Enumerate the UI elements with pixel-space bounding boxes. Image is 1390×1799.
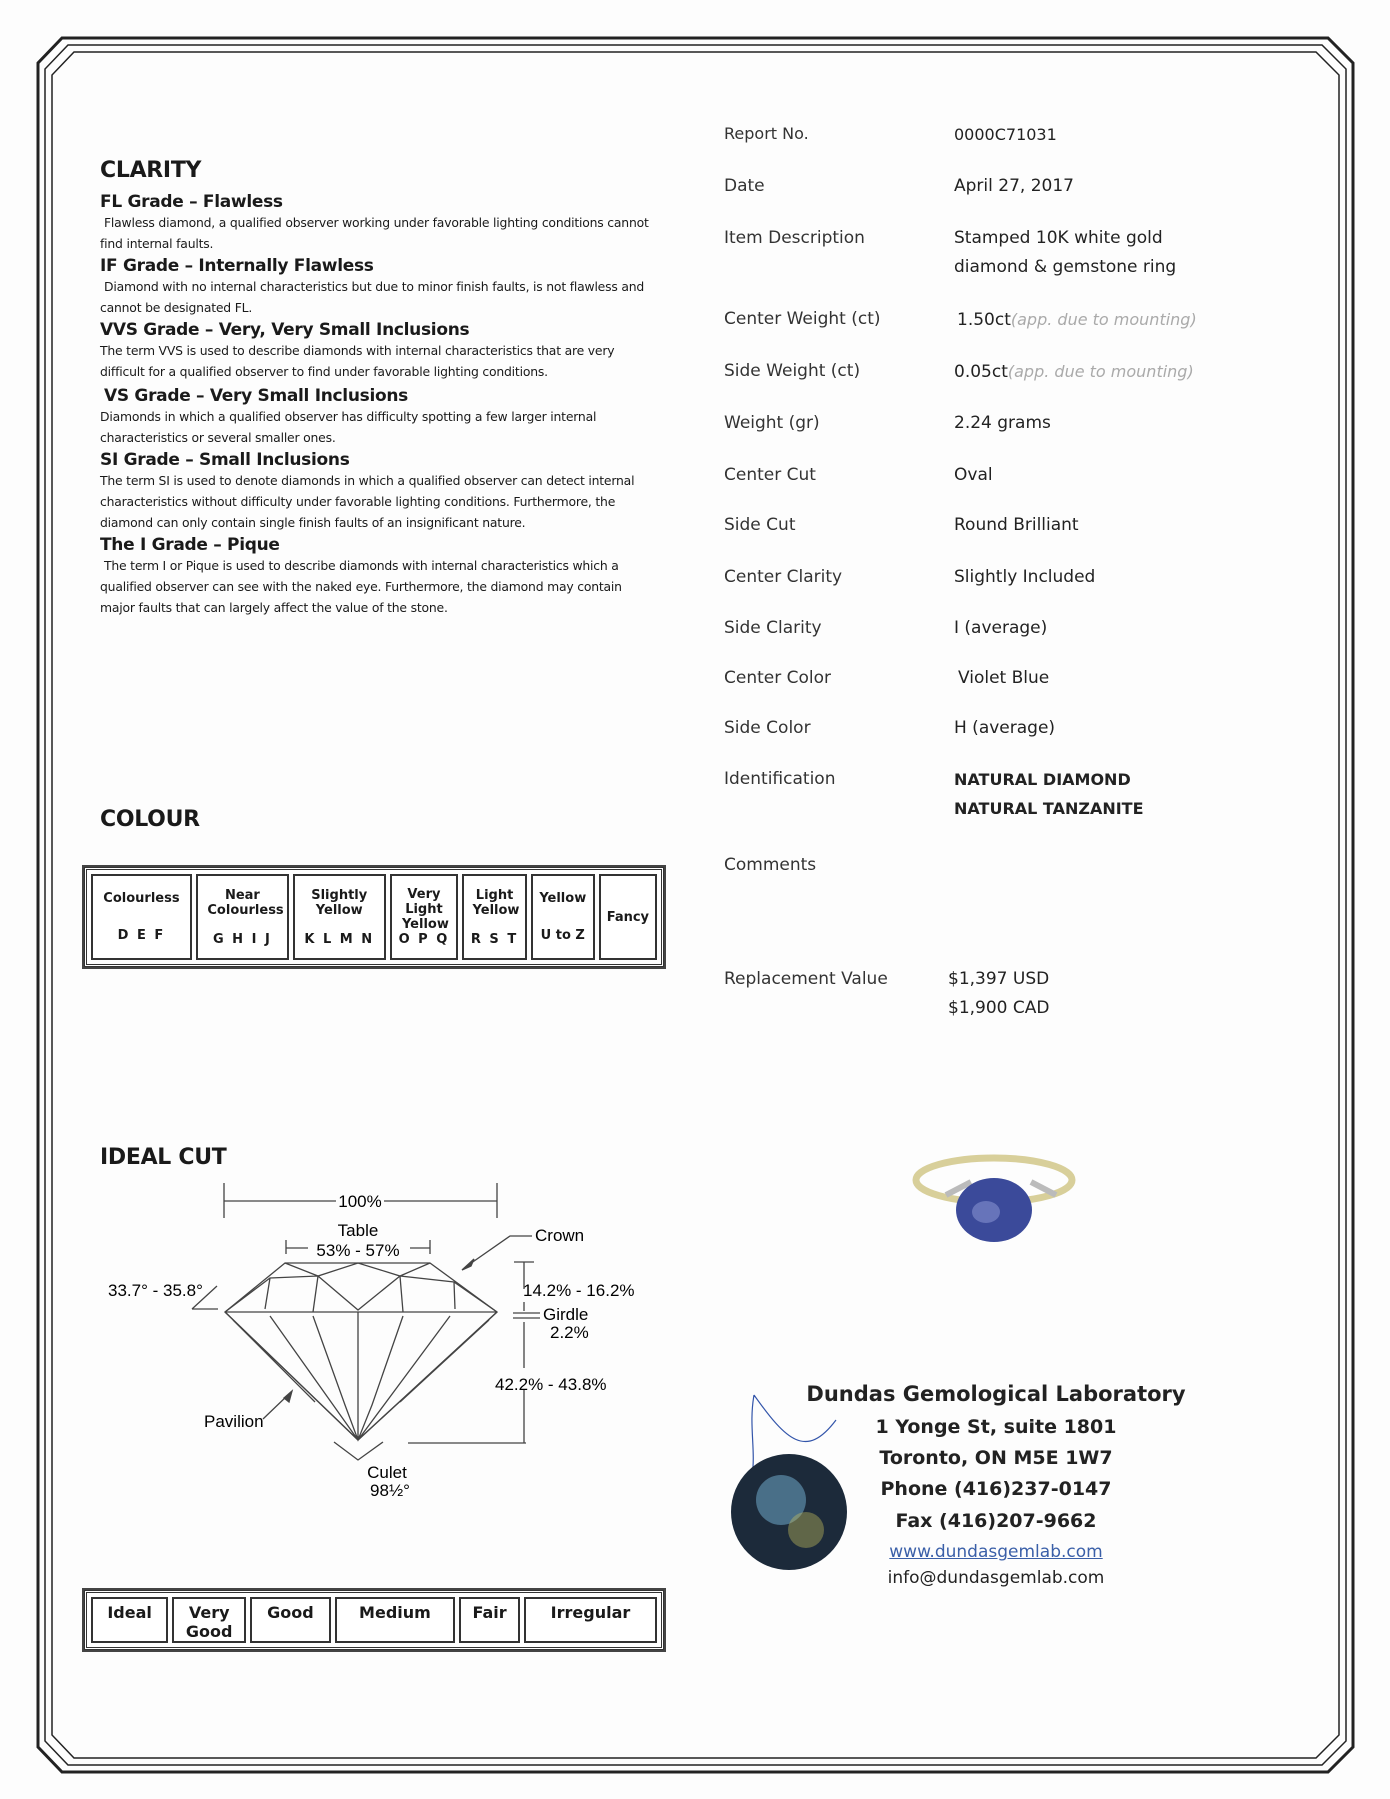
table-label: Table bbox=[337, 1221, 379, 1240]
side-cut-value: Round Brilliant bbox=[954, 515, 1079, 535]
field-label: Identification bbox=[724, 769, 836, 789]
field-label: Date bbox=[724, 176, 765, 196]
culet-angle: 98½° bbox=[370, 1481, 410, 1500]
field-label: Side Cut bbox=[724, 515, 796, 535]
colour-cell: Slightly Yellow K L M N bbox=[293, 874, 386, 960]
cut-grade-cell: Ideal bbox=[91, 1597, 168, 1643]
clarity-title: CLARITY bbox=[100, 158, 202, 183]
pavilion-label: Pavilion bbox=[204, 1412, 264, 1431]
grade-heading: FL Grade – Flawless bbox=[100, 192, 283, 212]
colour-cell: Near Colourless G H I J bbox=[196, 874, 289, 960]
ideal-cut-title: IDEAL CUT bbox=[100, 1145, 227, 1170]
girdle-label: Girdle bbox=[543, 1305, 589, 1324]
report-number: 0000C71031 bbox=[954, 125, 1057, 144]
grade-heading: VVS Grade – Very, Very Small Inclusions bbox=[100, 320, 470, 340]
grade-heading: VS Grade – Very Small Inclusions bbox=[104, 386, 408, 406]
pavilion-depth: 42.2% - 43.8% bbox=[495, 1375, 607, 1394]
grade-heading: SI Grade – Small Inclusions bbox=[100, 450, 350, 470]
field-label: Weight (gr) bbox=[724, 413, 820, 433]
field-label: Center Cut bbox=[724, 465, 816, 485]
center-cut-value: Oval bbox=[954, 465, 993, 485]
grade-text: The term SI is used to denote diamonds in which a qualified observer can detect internal characteristics without difficulty under favorable lighting conditions. Furthermore, the diamond can only contain single finish faults of an insignificant nature. bbox=[100, 473, 635, 530]
lab-address-line2: Toronto, ON M5E 1W7 bbox=[879, 1447, 1113, 1469]
cut-grade-cell: Fair bbox=[459, 1597, 520, 1643]
grade-text: Diamond with no internal characteristics but due to minor finish faults, is not flawless and cannot be designated FL. bbox=[100, 279, 645, 315]
crown-height: 14.2% - 16.2% bbox=[523, 1281, 635, 1300]
lab-phone: Phone (416)237-0147 bbox=[880, 1478, 1112, 1500]
center-clarity-value: Slightly Included bbox=[954, 567, 1096, 587]
grade-heading: The I Grade – Pique bbox=[100, 535, 280, 555]
field-label: Side Clarity bbox=[724, 618, 822, 638]
field-label: Side Color bbox=[724, 718, 811, 738]
field-label: Center Clarity bbox=[724, 567, 843, 587]
field-label: Center Color bbox=[724, 668, 832, 688]
grade-text: Flawless diamond, a qualified observer working under favorable lighting conditions cannot find internal faults. bbox=[100, 215, 649, 251]
diagram-labels bbox=[108, 1192, 635, 1500]
colour-cell: Fancy bbox=[599, 874, 657, 960]
grade-text: The term VVS is used to describe diamonds with internal characteristics that are very difficult for a qualified observer to find under favorable lighting conditions. bbox=[100, 343, 615, 379]
ring-photo bbox=[906, 1140, 1076, 1252]
lab-fax: Fax (416)207-9662 bbox=[895, 1510, 1097, 1532]
item-description-value: Stamped 10K white gold diamond & gemstone ring bbox=[954, 228, 1177, 277]
field-label: Report No. bbox=[724, 124, 809, 143]
side-clarity-value: I (average) bbox=[954, 618, 1048, 638]
field-label: Item Description bbox=[724, 228, 865, 248]
cut-grade-cell: Irregular bbox=[524, 1597, 657, 1643]
field-label: Center Weight (ct) bbox=[724, 309, 881, 329]
center-weight-value: 1.50ct(app. due to mounting) bbox=[957, 310, 1197, 330]
table-range: 53% - 57% bbox=[316, 1241, 400, 1260]
lab-name: Dundas Gemological Laboratory bbox=[806, 1382, 1186, 1406]
cut-grade-cell: Good bbox=[250, 1597, 330, 1643]
center-color-value: Violet Blue bbox=[958, 668, 1050, 688]
side-color-value: H (average) bbox=[954, 718, 1056, 738]
field-label: Replacement Value bbox=[724, 969, 888, 989]
field-label: Side Weight (ct) bbox=[724, 361, 861, 381]
crown-label: Crown bbox=[535, 1226, 585, 1245]
colour-cell: Light Yellow R S T bbox=[462, 874, 526, 960]
cut-grade-table bbox=[84, 1590, 664, 1650]
colour-cell: Colourless D E F bbox=[91, 874, 192, 960]
cut-grade-cell: Medium bbox=[335, 1597, 456, 1643]
total-width-label: 100% bbox=[338, 1192, 382, 1211]
colour-cell: Very Light Yellow O P Q bbox=[390, 874, 459, 960]
lab-website-link[interactable]: www.dundasgemlab.com bbox=[889, 1542, 1103, 1562]
crown-angle: 33.7° - 35.8° bbox=[108, 1281, 203, 1300]
weight-value: 2.24 grams bbox=[954, 413, 1051, 433]
identification-value: NATURAL DIAMOND NATURAL TANZANITE bbox=[954, 770, 1144, 818]
grade-heading: IF Grade – Internally Flawless bbox=[100, 256, 374, 276]
colour-title: COLOUR bbox=[100, 807, 200, 832]
grade-text: Diamonds in which a qualified observer has difficulty spotting a few larger internal characteristics or several smaller ones. bbox=[100, 409, 597, 445]
lab-address-line1: 1 Yonge St, suite 1801 bbox=[875, 1416, 1117, 1438]
field-label: Comments bbox=[724, 855, 817, 875]
replacement-value: $1,397 USD $1,900 CAD bbox=[948, 969, 1050, 1018]
cut-grade-cell: Very Good bbox=[172, 1597, 246, 1643]
date-value: April 27, 2017 bbox=[954, 176, 1074, 196]
girdle-value: 2.2% bbox=[550, 1323, 589, 1342]
side-weight-value: 0.05ct(app. due to mounting) bbox=[954, 362, 1194, 382]
grade-text: The term I or Pique is used to describe diamonds with internal characteristics which a qualified observer can see with the naked eye. Furthermore, the diamond may contain major faults that can largely affect the value of the stone. bbox=[100, 558, 622, 615]
culet-label: Culet bbox=[367, 1463, 407, 1482]
lab-email: info@dundasgemlab.com bbox=[887, 1568, 1105, 1588]
colour-cell: Yellow U to Z bbox=[531, 874, 595, 960]
